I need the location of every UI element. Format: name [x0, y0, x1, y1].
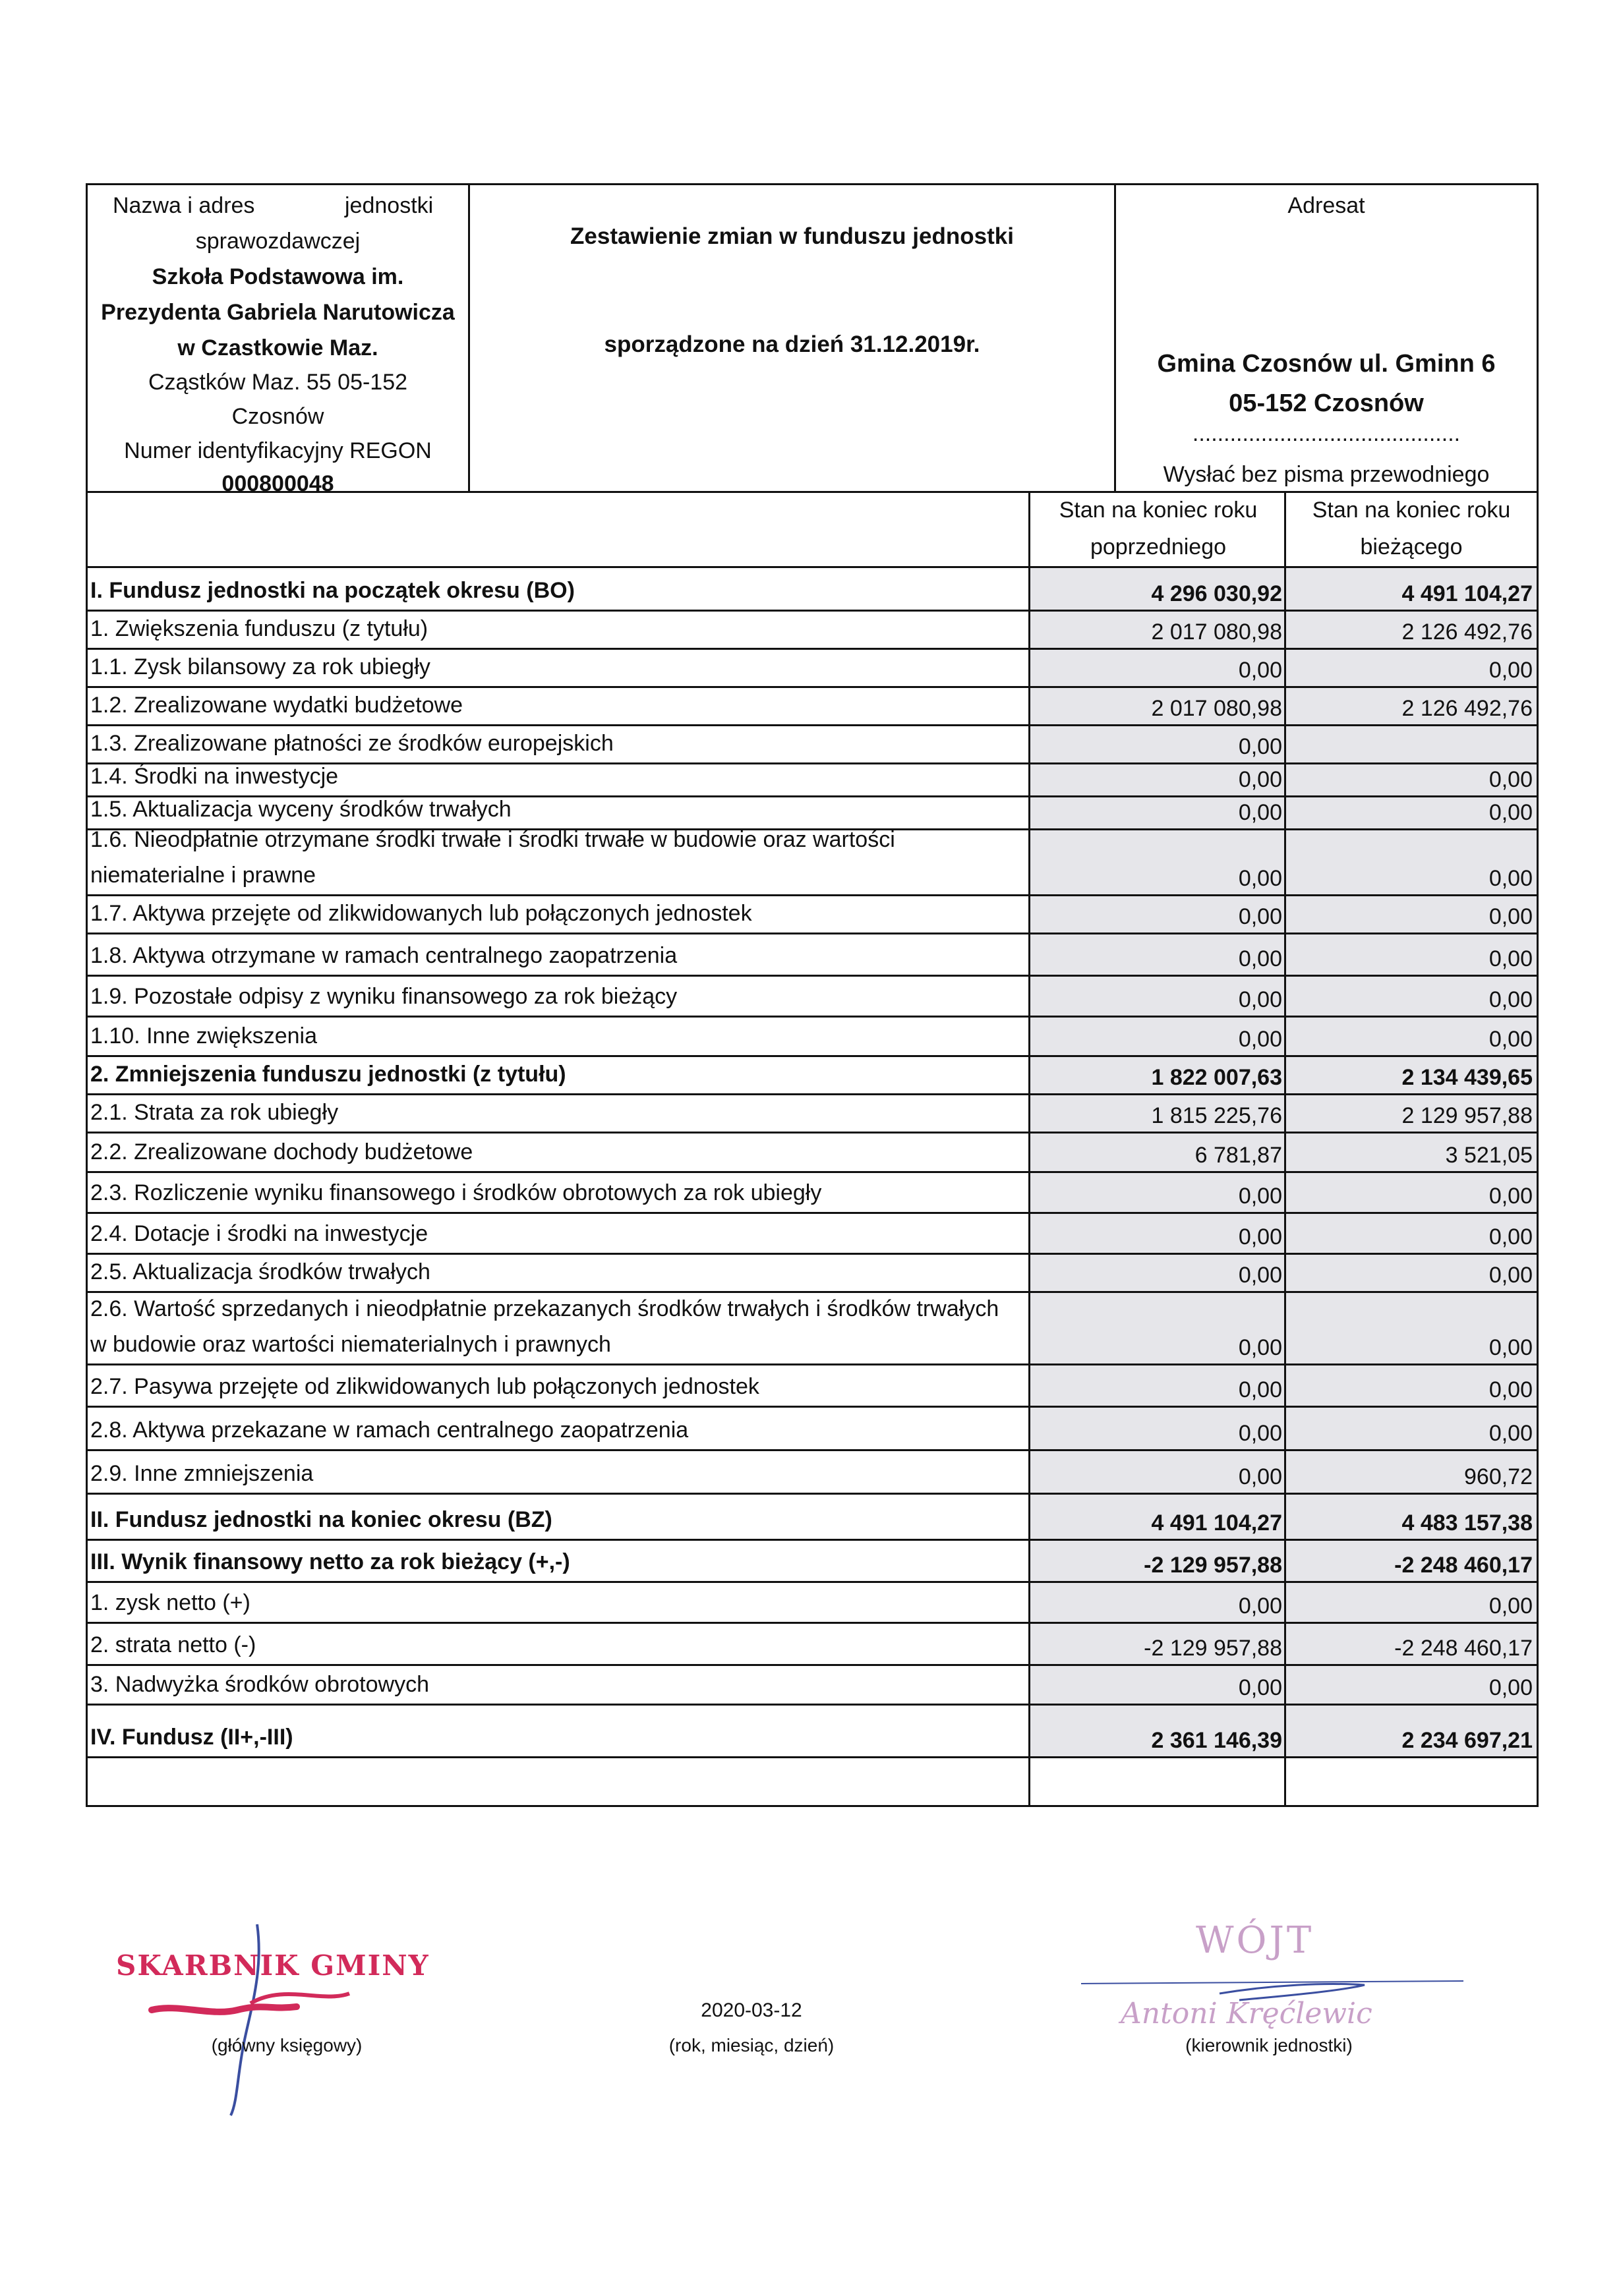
column-divider-2: [1284, 492, 1286, 1805]
report-header: [86, 183, 1539, 496]
unit-name-line1: Szkoła Podstawowa im.: [152, 264, 404, 289]
row-label: 1.10. Inne zwiększenia: [90, 1023, 317, 1048]
row-value-prev: 6 781,87: [1030, 1134, 1286, 1171]
table-row: [88, 1173, 1537, 1214]
table-row: [88, 568, 1537, 612]
table-row: [88, 1214, 1537, 1255]
date-caption: (rok, miesiąc, dzień): [668, 2035, 835, 2055]
row-label: IV. Fundusz (II+,-III): [90, 1725, 293, 1750]
row-value-prev: 0,00: [1030, 830, 1286, 894]
row-label: 2.9. Inne zmniejszenia: [90, 1461, 314, 1486]
treasurer-signature: [138, 1911, 428, 2122]
row-value-prev: -2 129 957,88: [1030, 1624, 1286, 1664]
addressee-line2: 05-152 Czosnów: [1229, 389, 1424, 417]
table-row: [88, 1018, 1537, 1057]
row-value-curr: 0,00: [1286, 1255, 1537, 1291]
row-value-prev: 0,00: [1030, 1583, 1286, 1622]
report-signing-date: 2020-03-12: [701, 1999, 802, 2021]
row-value-curr: 0,00: [1286, 1666, 1537, 1704]
row-value-prev: 0,00: [1030, 764, 1286, 795]
row-value-curr: 0,00: [1286, 830, 1537, 894]
table-row: [88, 1408, 1537, 1451]
column-header-prev: [1030, 492, 1286, 565]
row-value-prev: 1 815 225,76: [1030, 1095, 1286, 1132]
table-row: [88, 1057, 1537, 1095]
report-date: sporządzone na dzień 31.12.2019r.: [604, 331, 980, 357]
row-label: 2.2. Zrealizowane dochody budżetowe: [90, 1139, 473, 1164]
addressee-line1: Gmina Czosnów ul. Gminn 6: [1157, 350, 1496, 378]
row-label: 3. Nadwyżka środków obrotowych: [90, 1672, 430, 1697]
row-value-curr: 0,00: [1286, 1214, 1537, 1253]
row-value-curr: -2 248 460,17: [1286, 1624, 1537, 1664]
table-row: [88, 1134, 1537, 1173]
unit-label-right: jednostki: [345, 193, 434, 218]
mayor-stamp: [1196, 1919, 1314, 1962]
row-label: 2.4. Dotacje i środki na inwestycje: [90, 1221, 428, 1246]
row-label: 2.7. Pasywa przejęte od zlikwidowanych lub połączonych jednostek: [90, 1374, 759, 1399]
row-value-curr: 0,00: [1286, 764, 1537, 795]
row-value-curr: 0,00: [1286, 896, 1537, 933]
table-row: [88, 1583, 1537, 1624]
row-label: 2. Zmniejszenia funduszu jednostki (z tytułu): [90, 1062, 566, 1087]
row-value-curr: 0,00: [1286, 1173, 1537, 1212]
row-label: 2.8. Aktywa przekazane w ramach centralnego zaopatrzenia: [90, 1418, 689, 1443]
row-value-curr: 960,72: [1286, 1451, 1537, 1493]
column-header-curr-line1: Stan na koniec roku: [1312, 498, 1511, 523]
row-value-prev: 4 491 104,27: [1030, 1495, 1286, 1539]
row-value-prev: 0,00: [1030, 1365, 1286, 1406]
row-value-prev: 0,00: [1030, 934, 1286, 975]
row-value-curr: 0,00: [1286, 797, 1537, 828]
row-value-prev: 0,00: [1030, 1293, 1286, 1363]
row-value-prev: 0,00: [1030, 896, 1286, 933]
row-value-prev: 0,00: [1030, 1018, 1286, 1055]
table-row: [88, 1624, 1537, 1666]
row-value-curr: 2 126 492,76: [1286, 688, 1537, 724]
row-value-curr: 0,00: [1286, 1293, 1537, 1363]
addressee-note: Wysłać bez pisma przewodniego: [1163, 462, 1490, 487]
row-value-prev: 0,00: [1030, 1451, 1286, 1493]
addressee-dots: ...........................................: [1192, 421, 1461, 446]
row-value-curr: 2 129 957,88: [1286, 1095, 1537, 1132]
mayor-caption: (kierownik jednostki): [1185, 2035, 1353, 2055]
column-divider-1: [1028, 492, 1030, 1805]
row-label: 1. zysk netto (+): [90, 1590, 250, 1615]
unit-address-line2: Czosnów: [231, 404, 324, 429]
row-value-curr: 0,00: [1286, 1365, 1537, 1406]
row-value-curr: 4 491 104,27: [1286, 568, 1537, 610]
mayor-name-stamp: [1121, 1997, 1372, 2030]
table-row: [88, 1706, 1537, 1758]
unit-name-line3: w Czastkowie Maz.: [177, 335, 378, 360]
table-row: [88, 688, 1537, 726]
row-value-curr: 2 234 697,21: [1286, 1706, 1537, 1756]
row-value-curr: 0,00: [1286, 977, 1537, 1016]
table-row: [88, 1666, 1537, 1706]
row-value-prev: 0,00: [1030, 1666, 1286, 1704]
row-value-prev: 2 017 080,98: [1030, 688, 1286, 724]
row-value-curr: 2 134 439,65: [1286, 1057, 1537, 1093]
row-value-prev: 0,00: [1030, 1173, 1286, 1212]
unit-address-line1: Cząstków Maz. 55 05-152: [148, 370, 408, 395]
mayor-stamp-text: WÓJT: [1196, 1919, 1314, 1962]
row-value-prev: 2 017 080,98: [1030, 612, 1286, 648]
row-label: 2. strata netto (-): [90, 1632, 256, 1657]
row-value-curr: 3 521,05: [1286, 1134, 1537, 1171]
row-value-prev: 0,00: [1030, 726, 1286, 762]
treasurer-stamp-text: SKARBNIK GMINY: [116, 1949, 430, 1982]
treasurer-caption: (główny księgowy): [211, 2035, 363, 2055]
row-label: 1.6. Nieodpłatnie otrzymane środki trwałe i środki trwałe w budowie oraz wartości niematerialne i prawne: [90, 827, 895, 888]
row-label: 1.4. Środki na inwestycje: [90, 764, 339, 789]
row-value-prev: 0,00: [1030, 1408, 1286, 1449]
row-value-prev: 0,00: [1030, 977, 1286, 1016]
row-label: II. Fundusz jednostki na koniec okresu (BZ): [90, 1507, 552, 1532]
row-value-prev: 0,00: [1030, 1255, 1286, 1291]
row-value-curr: 0,00: [1286, 1018, 1537, 1055]
row-label: I. Fundusz jednostki na początek okresu (BO): [90, 578, 575, 603]
table-row: [88, 934, 1537, 977]
report-title-cell: [470, 185, 1116, 491]
regon-number: 000800048: [221, 471, 334, 496]
row-value-curr: 0,00: [1286, 1583, 1537, 1622]
row-value-prev: 2 361 146,39: [1030, 1706, 1286, 1756]
row-value-curr: 0,00: [1286, 650, 1537, 686]
table-row: [88, 827, 1537, 896]
row-value-prev: 4 296 030,92: [1030, 568, 1286, 610]
table-row: [88, 1293, 1537, 1365]
row-value-curr: -2 248 460,17: [1286, 1541, 1537, 1581]
table-row: [88, 1365, 1537, 1408]
fund-changes-table: [86, 492, 1539, 1807]
row-value-curr: 4 483 157,38: [1286, 1495, 1537, 1539]
column-header-curr-line2: bieżącego: [1360, 534, 1463, 560]
column-header-curr: [1286, 492, 1537, 565]
row-value-prev: 0,00: [1030, 650, 1286, 686]
row-label: 1.7. Aktywa przejęte od zlikwidowanych lub połączonych jednostek: [90, 901, 752, 926]
row-value-curr: 0,00: [1286, 934, 1537, 975]
table-row: [88, 1541, 1537, 1583]
row-label: 1.1. Zysk bilansowy za rok ubiegły: [90, 654, 430, 679]
table-row: [88, 977, 1537, 1018]
row-label: 1. Zwiększenia funduszu (z tytułu): [90, 616, 428, 641]
row-label: 1.2. Zrealizowane wydatki budżetowe: [90, 693, 463, 718]
reporting-unit-cell: [88, 185, 470, 496]
row-value-prev: -2 129 957,88: [1030, 1541, 1286, 1581]
row-value-curr: [1286, 726, 1537, 762]
row-label: 2.6. Wartość sprzedanych i nieodpłatnie przekazanych środków trwałych i środków trwałych w budowie oraz wartości niematerialnych i prawnych: [90, 1296, 999, 1357]
row-value-prev: 0,00: [1030, 797, 1286, 828]
table-row: [88, 896, 1537, 934]
row-label: 2.3. Rozliczenie wyniku finansowego i środków obrotowych za rok ubiegły: [90, 1180, 822, 1205]
unit-label-line2: sprawozdawczej: [195, 229, 361, 254]
row-label: 1.9. Pozostałe odpisy z wyniku finansowego za rok bieżący: [90, 984, 678, 1009]
row-label: 1.3. Zrealizowane płatności ze środków europejskich: [90, 731, 614, 756]
row-value-prev: 1 822 007,63: [1030, 1057, 1286, 1093]
row-value-curr: 0,00: [1286, 1408, 1537, 1449]
report-title: Zestawienie zmian w funduszu jednostki: [570, 223, 1014, 249]
table-row: [88, 612, 1537, 650]
row-label: 2.5. Aktualizacja środków trwałych: [90, 1259, 430, 1284]
table-row: [88, 1255, 1537, 1293]
row-value-curr: 2 126 492,76: [1286, 612, 1537, 648]
row-value-prev: 0,00: [1030, 1214, 1286, 1253]
row-label: 2.1. Strata za rok ubiegły: [90, 1100, 339, 1125]
table-row: [88, 650, 1537, 688]
row-label: 1.8. Aktywa otrzymane w ramach centralnego zaopatrzenia: [90, 943, 678, 968]
row-label: III. Wynik finansowy netto za rok bieżący (+,-): [90, 1549, 570, 1574]
column-header-row: [88, 492, 1537, 568]
table-row: [88, 1495, 1537, 1541]
regon-label: Numer identyfikacyjny REGON: [124, 438, 432, 463]
mayor-name-stamp-text: Antoni Kręćlewic: [1121, 1997, 1372, 2030]
column-header-prev-line2: poprzedniego: [1090, 534, 1227, 560]
column-header-prev-line1: Stan na koniec roku: [1059, 498, 1258, 523]
unit-label-left: Nazwa i adres: [113, 193, 255, 218]
unit-name-line2: Prezydenta Gabriela Narutowicza: [101, 300, 455, 325]
table-row: [88, 1095, 1537, 1134]
addressee-cell: [1116, 185, 1537, 491]
row-label: 1.5. Aktualizacja wyceny środków trwałych: [90, 797, 512, 822]
table-row: [88, 1451, 1537, 1495]
addressee-label: Adresat: [1287, 193, 1365, 218]
